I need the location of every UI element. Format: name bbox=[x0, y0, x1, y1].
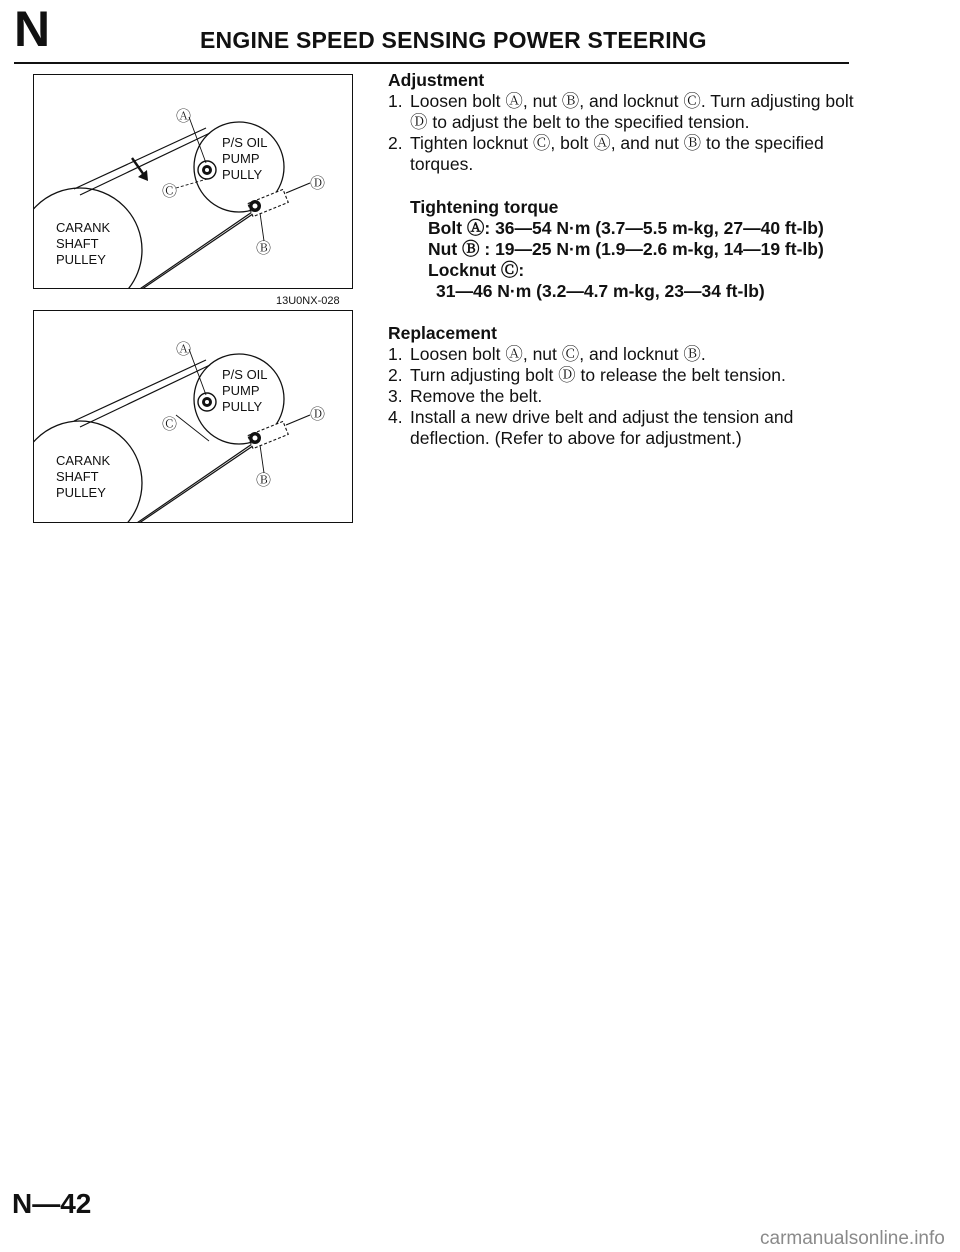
step-text: Turn adjusting bolt Ⓓ to release the belt tension. bbox=[410, 365, 786, 385]
section-letter: N bbox=[14, 1, 51, 57]
replacement-step-2 bbox=[388, 365, 854, 386]
replacement-heading: Replacement bbox=[388, 323, 497, 343]
pump-pulley-label bbox=[222, 135, 268, 183]
step-number: 2. bbox=[388, 365, 403, 385]
replacement-step-1 bbox=[388, 344, 854, 365]
step-number: 3. bbox=[388, 386, 403, 406]
step-number: 1. bbox=[388, 344, 403, 364]
pump-label-line3: PULLY bbox=[222, 167, 263, 182]
crank-pulley-label bbox=[56, 220, 110, 268]
pump-label-line2: PUMP bbox=[222, 383, 260, 398]
adjustment-step-2 bbox=[388, 133, 854, 175]
torque-locknut-value: 31—46 N·m (3.2—4.7 m-kg, 23—34 ft-lb) bbox=[436, 281, 765, 301]
label-d: Ⓓ bbox=[310, 175, 326, 192]
figure-code: 13U0NX-028 bbox=[276, 295, 340, 307]
torque-nut: Nut Ⓑ : 19—25 N·m (1.9—2.6 m-kg, 14—19 ft-lb) bbox=[428, 239, 824, 259]
crank-label-line2: SHAFT bbox=[56, 469, 99, 484]
pump-label-line3: PULLY bbox=[222, 399, 263, 414]
crank-pulley-label bbox=[56, 453, 110, 501]
pump-pulley-label bbox=[222, 367, 268, 415]
crank-label-line1: CARANK bbox=[56, 220, 111, 235]
step-text: Install a new drive belt and adjust the tension and deflection. (Refer to above for adjustment.) bbox=[410, 407, 794, 448]
label-a: Ⓐ bbox=[176, 341, 192, 358]
figure-belt-replacement bbox=[33, 310, 353, 523]
label-d: Ⓓ bbox=[310, 406, 326, 423]
pump-label-line2: PUMP bbox=[222, 151, 260, 166]
pump-label-line1: P/S OIL bbox=[222, 367, 268, 382]
step-text: Tighten locknut Ⓒ, bolt Ⓐ, and nut Ⓑ to the specified torques. bbox=[410, 133, 824, 174]
step-number: 2. bbox=[388, 133, 403, 153]
torque-bolt: Bolt Ⓐ: 36—54 N·m (3.7—5.5 m-kg, 27—40 ft-lb) bbox=[428, 218, 824, 238]
crank-label-line2: SHAFT bbox=[56, 236, 99, 251]
torque-locknut: Locknut Ⓒ: bbox=[428, 260, 525, 280]
crank-label-line3: PULLEY bbox=[56, 252, 106, 267]
pump-label-line1: P/S OIL bbox=[222, 135, 268, 150]
step-number: 4. bbox=[388, 407, 403, 427]
step-number: 1. bbox=[388, 91, 403, 111]
replacement-step-3 bbox=[388, 386, 854, 407]
label-b: Ⓑ bbox=[256, 472, 272, 489]
crank-label-line3: PULLEY bbox=[56, 485, 106, 500]
page-number: N—42 bbox=[12, 1188, 92, 1219]
replacement-step-4 bbox=[388, 407, 854, 449]
page-title: ENGINE SPEED SENSING POWER STEERING bbox=[200, 27, 707, 53]
label-a: Ⓐ bbox=[176, 108, 192, 125]
procedure-text bbox=[388, 70, 854, 449]
watermark-site: carmanualsonline.info bbox=[760, 1228, 945, 1249]
step-text: Remove the belt. bbox=[410, 386, 543, 406]
torque-heading: Tightening torque bbox=[410, 197, 559, 217]
adjustment-heading: Adjustment bbox=[388, 70, 485, 90]
label-c: Ⓒ bbox=[162, 183, 178, 200]
crank-label-line1: CARANK bbox=[56, 453, 111, 468]
adjustment-step-1 bbox=[388, 91, 854, 133]
figure-belt-adjustment bbox=[33, 74, 353, 289]
step-text: Loosen bolt Ⓐ, nut Ⓑ, and locknut Ⓒ. Turn adjusting bolt Ⓓ to adjust the belt to the specified tension. bbox=[410, 91, 854, 132]
label-b: Ⓑ bbox=[256, 240, 272, 257]
label-c: Ⓒ bbox=[162, 416, 178, 433]
step-text: Loosen bolt Ⓐ, nut Ⓒ, and locknut Ⓑ. bbox=[410, 344, 706, 364]
header-rule bbox=[14, 62, 849, 64]
